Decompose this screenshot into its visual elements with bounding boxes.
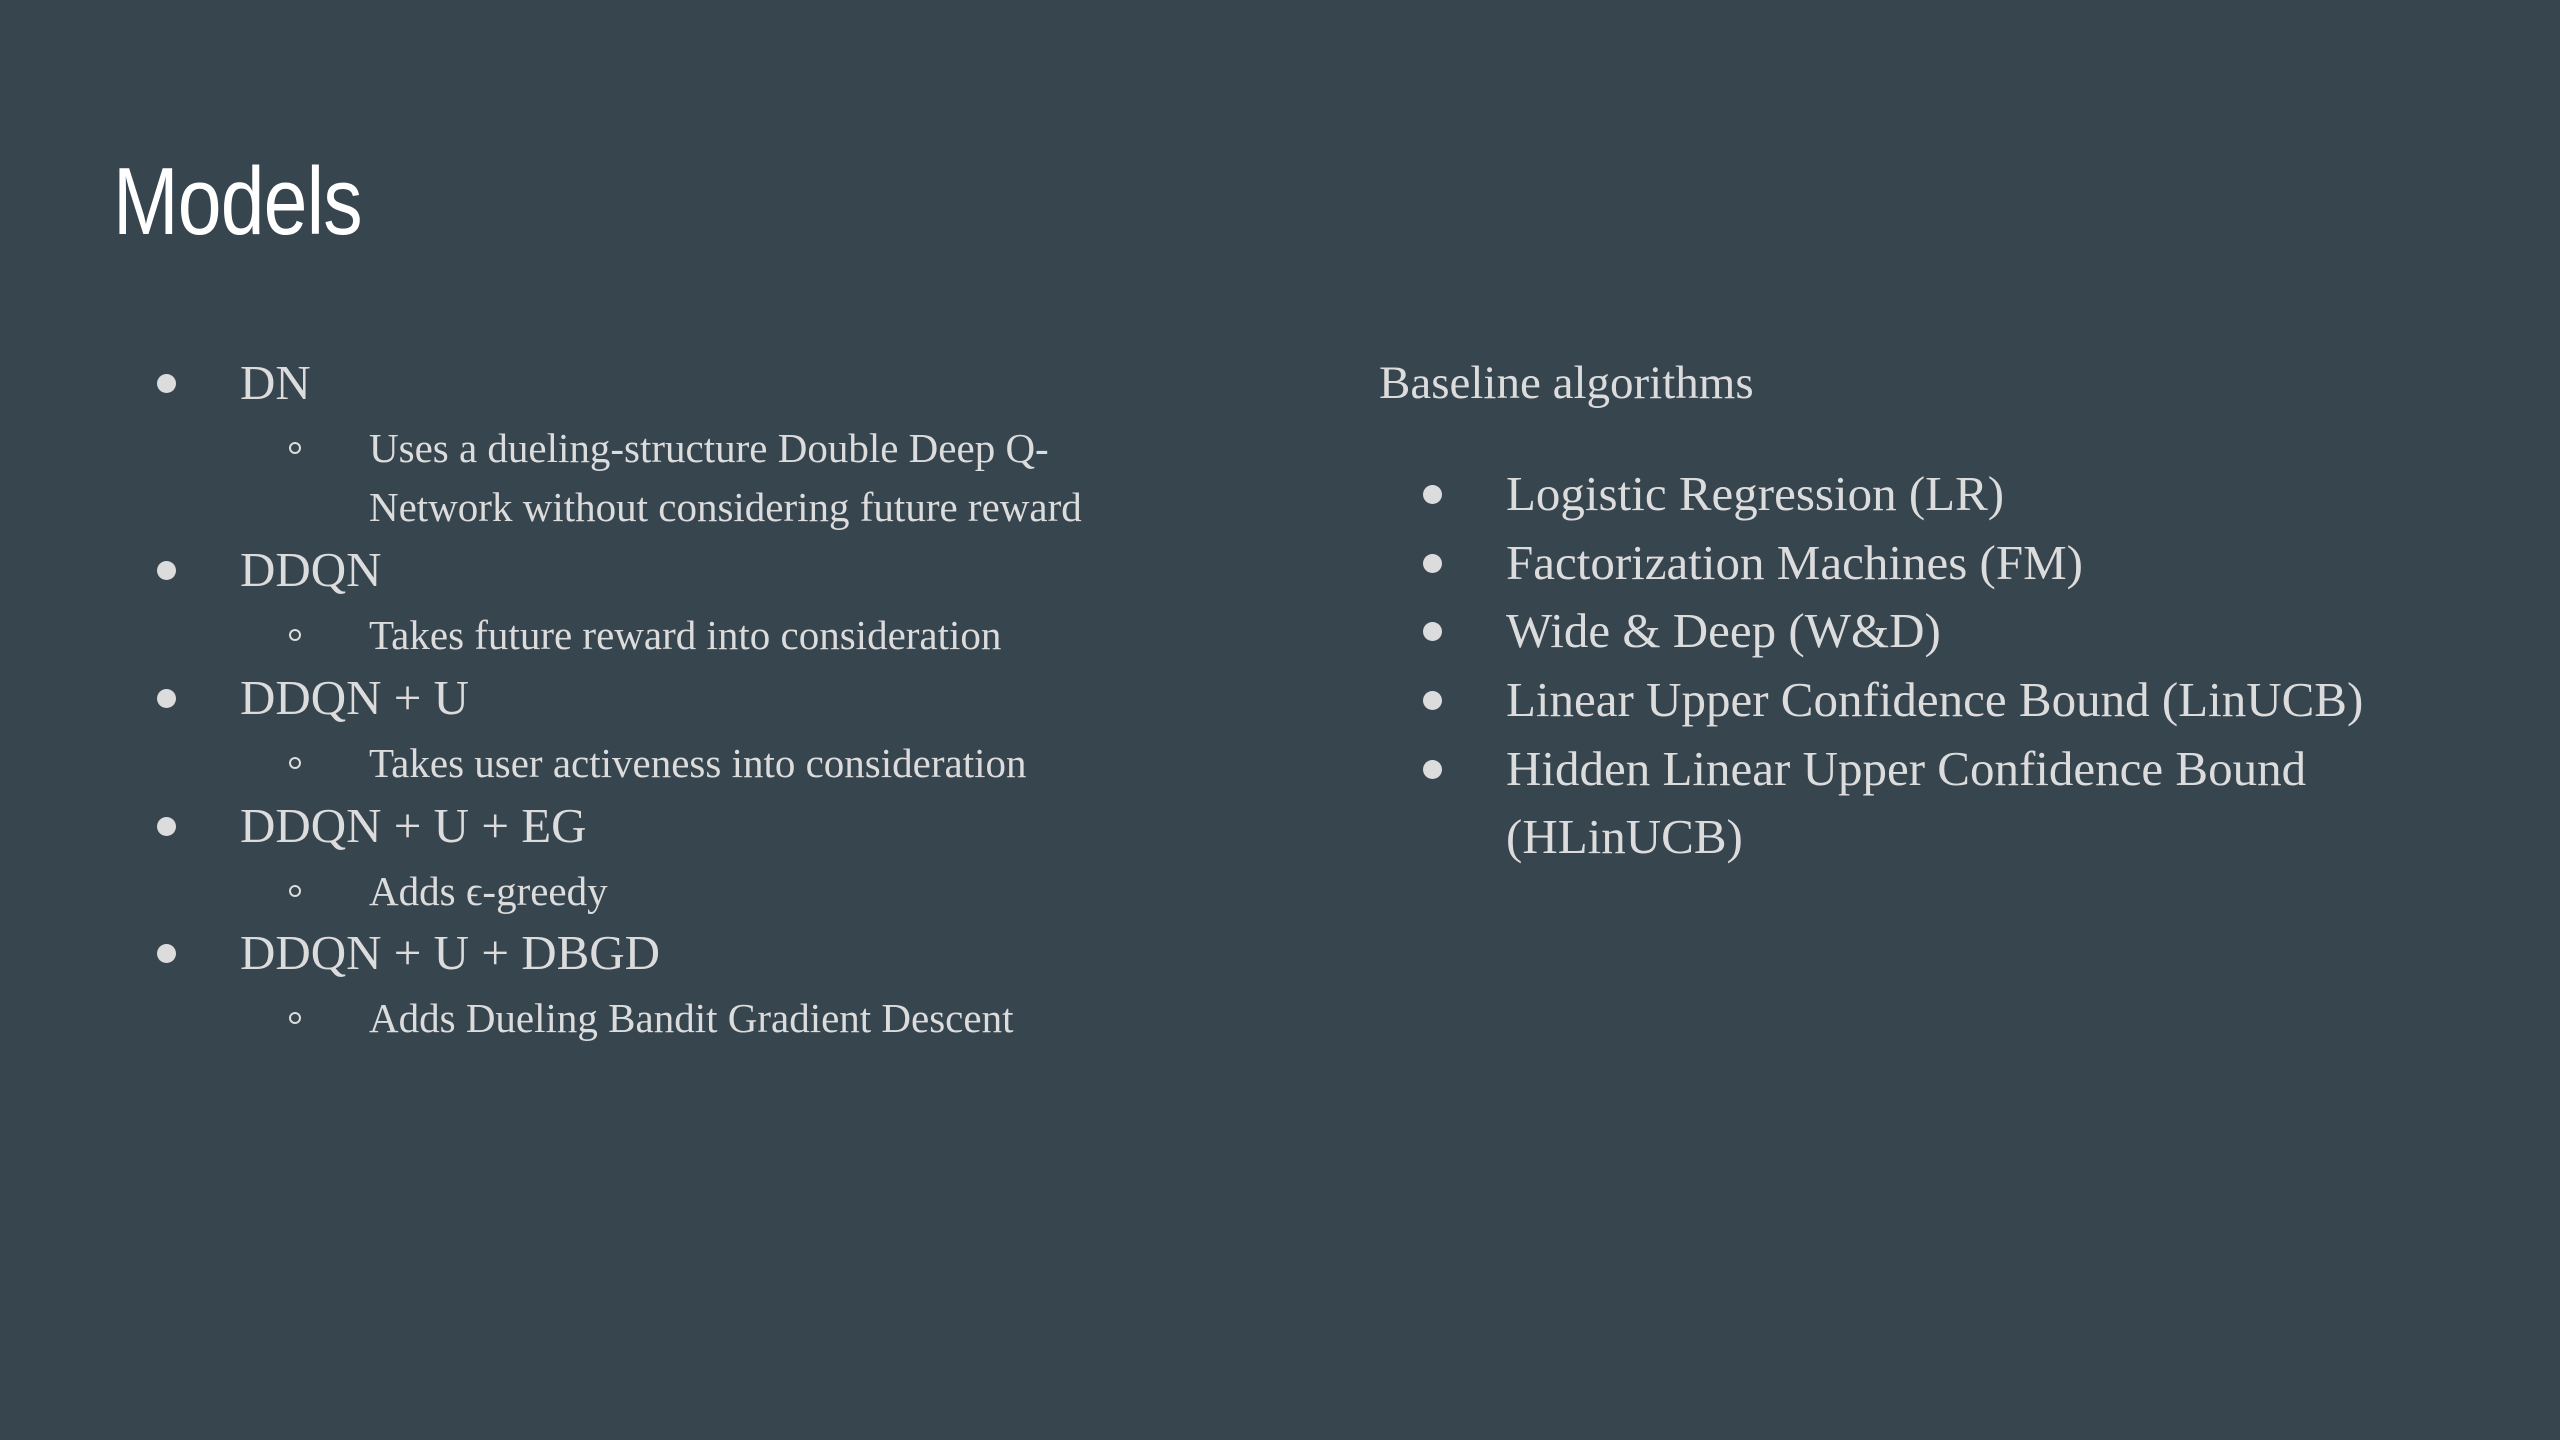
bullet-ring-icon bbox=[289, 1012, 301, 1024]
list-item-label: Linear Upper Confidence Bound (LinUCB) bbox=[1506, 672, 2364, 727]
list-item-label: DDQN + U + EG bbox=[240, 798, 587, 853]
baseline-heading: Baseline algorithms bbox=[1379, 357, 1754, 409]
bullet-ring-icon bbox=[289, 442, 301, 454]
list-item-label-continued: (HLinUCB) bbox=[1506, 809, 1743, 864]
list-item-label: Hidden Linear Upper Confidence Bound bbox=[1506, 741, 2307, 796]
list-item-label: DDQN + U bbox=[240, 670, 470, 725]
bullet-dot-icon bbox=[1423, 485, 1442, 504]
sub-item-line: Adds ϵ-greedy bbox=[369, 868, 608, 914]
bullet-ring-icon bbox=[289, 629, 301, 641]
bullet-dot-icon bbox=[157, 689, 176, 708]
sub-item-line: Takes future reward into consideration bbox=[369, 612, 1002, 658]
list-item-label: DN bbox=[240, 355, 311, 410]
sub-item-line: Adds Dueling Bandit Gradient Descent bbox=[369, 995, 1014, 1041]
list-item-label: Factorization Machines (FM) bbox=[1506, 535, 2083, 590]
list-item-label: DDQN + U + DBGD bbox=[240, 925, 661, 980]
sub-item-line: Uses a dueling-structure Double Deep Q- bbox=[369, 425, 1049, 471]
list-item-label: DDQN bbox=[240, 542, 382, 597]
list-item-label: Wide & Deep (W&D) bbox=[1506, 603, 1941, 658]
bullet-dot-icon bbox=[157, 561, 176, 580]
bullet-dot-icon bbox=[1423, 554, 1442, 573]
bullet-dot-icon bbox=[157, 374, 176, 393]
bullet-dot-icon bbox=[1423, 622, 1442, 641]
slide-title: Models bbox=[113, 148, 362, 255]
sub-item-line: Network without considering future reward bbox=[369, 484, 1082, 530]
sub-item-line: Takes user activeness into consideration bbox=[369, 740, 1027, 786]
bullet-ring-icon bbox=[289, 757, 301, 769]
bullet-dot-icon bbox=[1423, 760, 1442, 779]
bullet-dot-icon bbox=[157, 817, 176, 836]
bullet-dot-icon bbox=[157, 944, 176, 963]
bullet-ring-icon bbox=[289, 885, 301, 897]
list-item-label: Logistic Regression (LR) bbox=[1506, 466, 2005, 521]
bullet-dot-icon bbox=[1423, 691, 1442, 710]
